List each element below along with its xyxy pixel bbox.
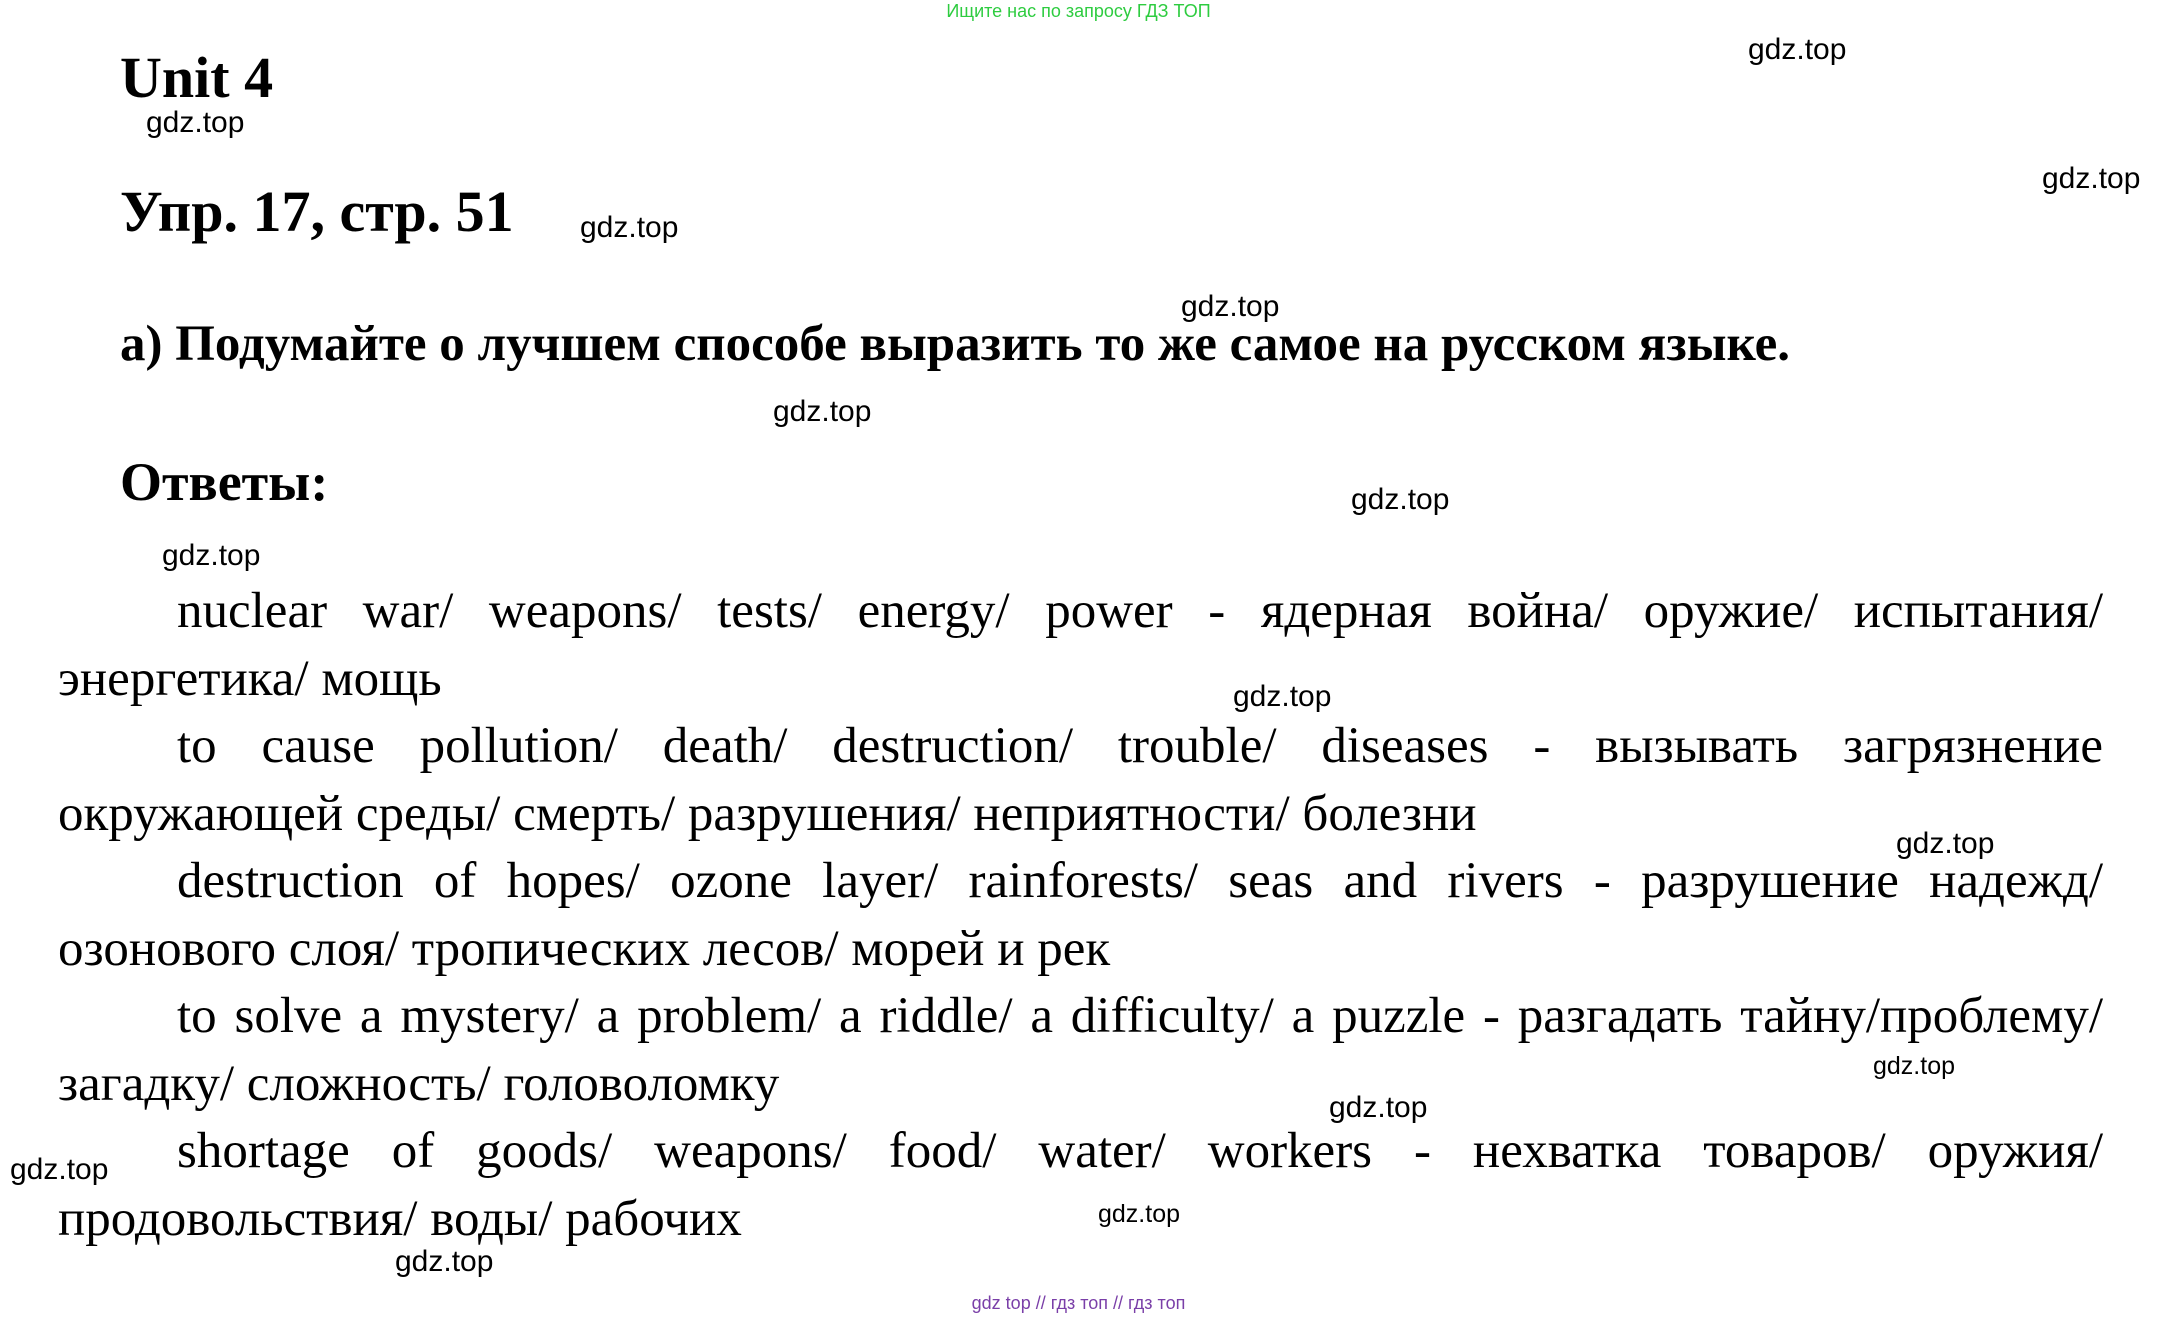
watermark: gdz.top [1351, 483, 1450, 516]
task-text: a) Подумайте о лучшем способе выразить то же самое на русском языке. [120, 316, 1791, 372]
watermark: gdz.top [1329, 1091, 1428, 1124]
watermark: gdz.top [1098, 1200, 1181, 1228]
answer-item: to solve a mystery/ a problem/ a riddle/ a difficulty/ a puzzle - разгадать тайну/проблему/загадку/ сложность/ головоломку [58, 988, 2103, 1112]
watermark: gdz.top [146, 106, 245, 139]
top-banner: Ищите нас по запросу ГДЗ ТОП [946, 1, 1211, 21]
answer-item: shortage of goods/ weapons/ food/ water/ workers - нехватка товаров/ оружия/ продовольствия/ воды/ рабочих [58, 1123, 2103, 1247]
answers-list [58, 578, 2103, 1253]
watermark: gdz.top [580, 211, 679, 244]
watermark: gdz.top [395, 1245, 494, 1278]
watermark: gdz.top [162, 539, 261, 572]
bottom-banner: gdz top // гдз топ // гдз топ [971, 1293, 1186, 1313]
answer-item: destruction of hopes/ ozone layer/ rainforests/ seas and rivers - разрушение надежд/ озонового слоя/ тропических лесов/ морей и рек [58, 853, 2103, 977]
watermark: gdz.top [1233, 680, 1332, 713]
answers-heading: Ответы: [120, 452, 329, 512]
watermark: gdz.top [773, 395, 872, 428]
unit-title: Unit 4 [120, 45, 274, 110]
watermark: gdz.top [1873, 1052, 1956, 1080]
answer-item: nuclear war/ weapons/ tests/ energy/ power - ядерная война/ оружие/ испытания/ энергетика/ мощь [58, 583, 2103, 707]
watermark: gdz.top [1181, 290, 1280, 323]
watermark: gdz.top [2042, 162, 2141, 195]
watermark: gdz.top [1896, 827, 1995, 860]
exercise-title: Упр. 17, стр. 51 [120, 179, 514, 244]
answer-item: to cause pollution/ death/ destruction/ trouble/ diseases - вызывать загрязнение окружающей среды/ смерть/ разрушения/ неприятности/ болезни [58, 718, 2103, 842]
watermark: gdz.top [1748, 33, 1847, 66]
watermark: gdz.top [10, 1153, 109, 1186]
